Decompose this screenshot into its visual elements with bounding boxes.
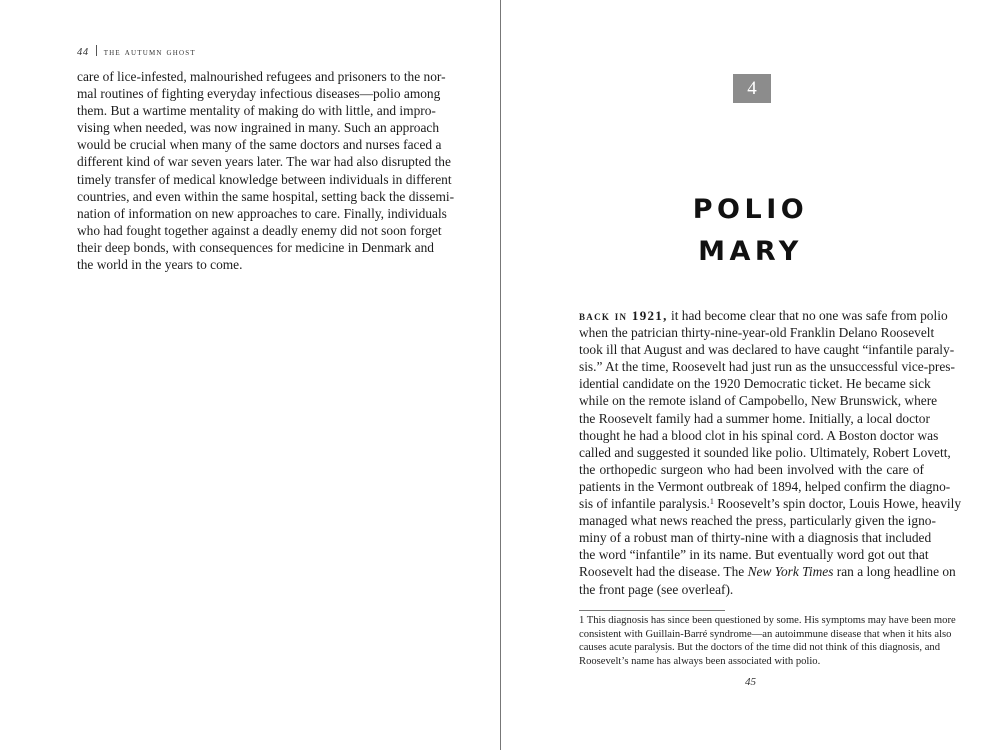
text-line: the Roosevelt family had a summer home. Initially, a local doctor: [579, 410, 930, 426]
right-page: [501, 0, 1000, 750]
left-page-number: 44: [77, 47, 89, 58]
body-line: Roosevelt had the disease. The New York Times ran a long headline on: [579, 564, 956, 580]
footnote-reference[interactable]: 1: [709, 497, 714, 507]
body-line: the front page (see overleaf).: [579, 581, 734, 597]
text-line: patients in the Vermont outbreak of 1894, helped confirm the diagno-: [579, 478, 951, 494]
text-line: called and suggested it sounded like polio. Ultimately, Robert Lovett,: [579, 444, 951, 460]
text-line: countries, and even within the same hospital, setting back the dissemi-: [77, 188, 455, 204]
newspaper-title: New York Times: [747, 564, 834, 580]
text-line: sis.” At the time, Roosevelt had just run as the unsuccessful vice-pres-: [579, 359, 955, 375]
body-line: back in 1921, it had become clear that no one was safe from polio: [579, 308, 948, 323]
text-line: the world in the years to come.: [77, 257, 243, 273]
text-line: vising when needed, was now ingrained in many. Such an approach: [77, 120, 440, 136]
text-line: thought he had a blood clot in his spinal cord. A Boston doctor was: [579, 427, 939, 443]
body-line: sis of infantile paralysis.$^1$ Roosevelt’s spin doctor, Louis Howe, heavily: [579, 496, 962, 512]
text-line: nation of information on new approaches to care. Finally, individuals: [77, 205, 447, 221]
text-line: the orthopedic surgeon who had been involved with the care of: [579, 461, 924, 477]
text-line: Roosevelt’s name has always been associated with polio.: [579, 655, 821, 667]
text-line: different kind of war seven years later. The war had also disrupted the: [77, 154, 451, 170]
text-line: consistent with Guillain-Barré syndrome—an autoimmune disease that when it hits also: [579, 628, 952, 640]
footnote-rule: [579, 610, 725, 611]
running-head: [77, 45, 196, 58]
text-line: 1 This diagnosis has since been questioned by some. His symptoms may have been more: [579, 615, 956, 626]
footnote: [579, 614, 956, 668]
text-line: would be crucial when many of the same doctors and nurses faced a: [77, 137, 442, 153]
right-page-number: 45: [745, 676, 756, 688]
text-line: them. But a wartime mentality of making do with little, and impro-: [77, 103, 436, 119]
text-line: care of lice-infested, malnourished refugees and prisoners to the nor-: [77, 69, 446, 84]
lead-in: back in 1921,: [579, 308, 668, 323]
chapter-title-line-2: MARY: [698, 236, 803, 267]
chapter-number-box: 4: [733, 74, 771, 103]
left-body-text: [77, 68, 455, 273]
text-line: timely transfer of medical knowledge between individuals in different: [77, 171, 452, 187]
text-line: miny of a robust man of thirty-nine with a diagnosis that included: [579, 530, 932, 546]
running-head-divider: [96, 45, 97, 56]
text-line: the word “infantile” in its name. But eventually word got out that: [579, 547, 929, 563]
text-line: while on the remote island of Campobello, New Brunswick, where: [579, 393, 938, 409]
text-line: mal routines of fighting everyday infectious diseases—polio among: [77, 86, 441, 102]
text-line: took ill that August and was declared to have caught “infantile paraly-: [579, 342, 955, 358]
running-title: the autumn ghost: [103, 47, 196, 58]
text-line: who had fought together against a deadly enemy did not soon forget: [77, 222, 442, 238]
text-line: idential candidate on the 1920 Democratic ticket. He became sick: [579, 376, 931, 392]
text-line: their deep bonds, with consequences for medicine in Denmark and: [77, 239, 434, 255]
text-line: managed what news reached the press, particularly given the igno-: [579, 513, 936, 529]
text-line: when the patrician thirty-nine-year-old Franklin Delano Roosevelt: [579, 325, 935, 341]
text-line: causes acute paralysis. But the doctors of the time did not think of this diagnosis, and: [579, 642, 941, 653]
chapter-title-line-1: POLIO: [692, 194, 809, 225]
right-body-text: [579, 307, 962, 598]
